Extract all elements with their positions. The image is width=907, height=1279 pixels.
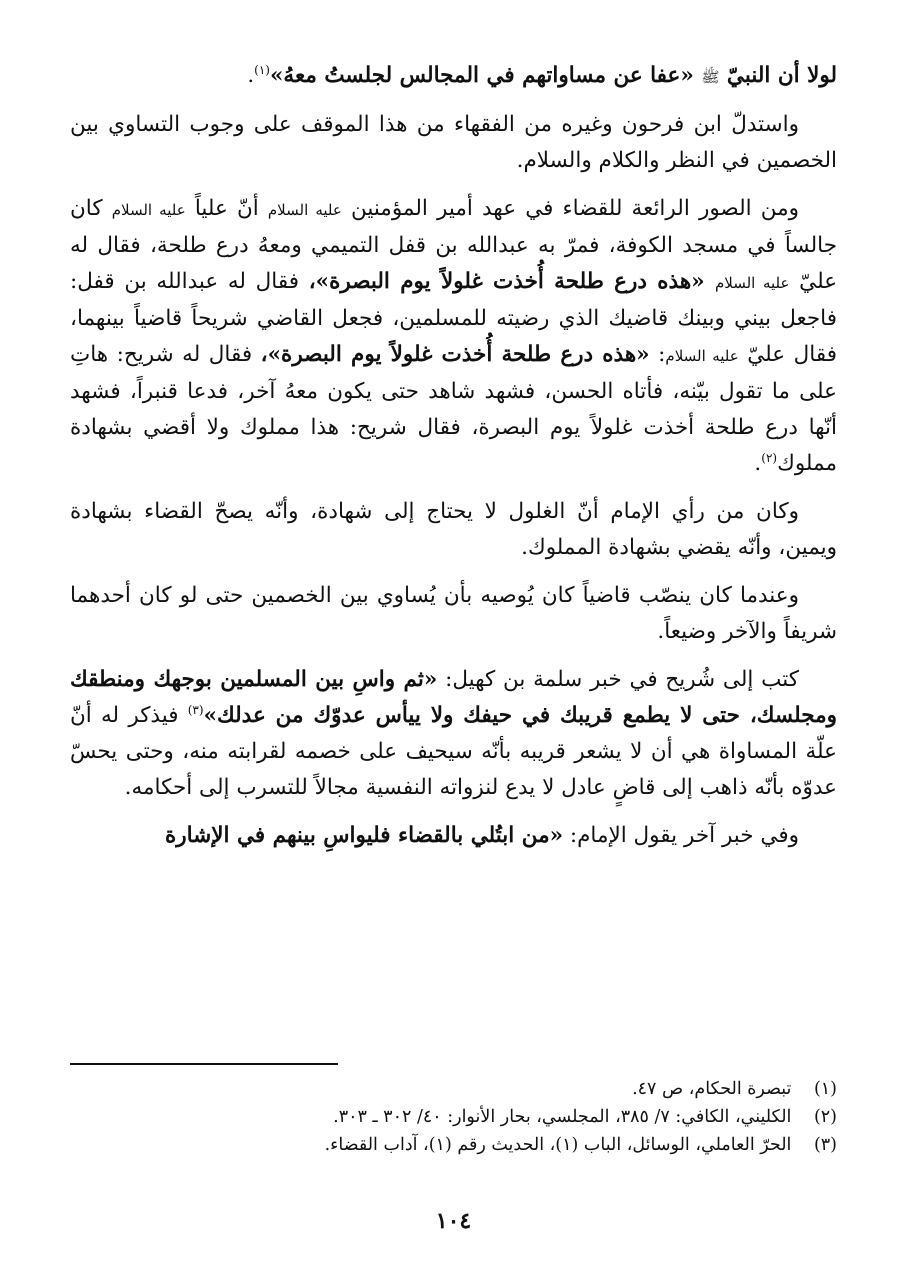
paragraph-3 (70, 191, 837, 482)
text-segment: ومن الصور الرائعة للقضاء في عهد أمير المؤمنين (341, 196, 800, 221)
text-segment: أنّ علياً (185, 196, 268, 221)
footnote-1 (70, 1075, 837, 1103)
page-body (70, 58, 837, 866)
text-segment: «من ابتُلي بالقضاء فليواسِ بينهم في الإشارة (165, 823, 564, 848)
text-segment: واستدلّ ابن فرحون وغيره من الفقهاء من هذا الموقف على وجوب التساوي بين الخصمين في النظر والكلام والسلام. (70, 112, 837, 173)
paragraph-1 (70, 58, 837, 95)
text-segment: وفي خبر آخر يقول الإمام: (563, 823, 799, 848)
page-number: ١٠٤ (435, 1208, 472, 1234)
text-segment: فيذكر له أنّ علّة المساواة هي أن لا يشعر قريبه بأنّه سيحيف على خصمه لقرابته منه، وحتى يحسّ عدوّه بأنّه ذاهب إلى قاضٍ عادل لا يدع لنزواته النفسية مجالاً للتسرب إلى أحكامه. (70, 703, 837, 800)
paragraph-7 (70, 818, 837, 854)
footnote-number: (٣) (813, 1135, 837, 1155)
footnote-ref: (١) (254, 62, 270, 77)
honorific-mark: عليه السلام (714, 274, 790, 292)
honorific-mark: عليه السلام (111, 201, 186, 219)
text-segment: «ثم واسِ بين المسلمين بوجهك ومنطقك ومجلسك، حتى لا يطمع قريبك في حيفك ولا ييأس عدوّك من عدلك» (70, 667, 837, 728)
honorific-mark: عليه السلام (267, 201, 342, 219)
footnotes (70, 1075, 837, 1159)
text-segment: وعندما كان ينصّب قاضياً كان يُوصيه بأن يُساوي بين الخصمين حتى لو كان أحدهما شريفاً والآخر وضيعاً. (70, 583, 837, 644)
text-segment: «هذه درع طلحة أُخذت غلولاً يوم البصرة»، (308, 269, 715, 294)
footnote-divider (70, 1063, 338, 1065)
text-segment: كتب إلى شُريح في خبر سلمة بن كهيل: (437, 667, 799, 692)
honorific-mark: عليه السلام (665, 347, 739, 365)
text-segment: فقال له عبدالله بن قفل: فاجعل بيني وبينك قاضيك الذي رضيته للمسلمين، فجعل القاضي شريحاً قاضياً بينهما، فقال عليّ (70, 269, 837, 367)
text-segment: فقال له شريح: هاتِ على ما تقول بيّنه، فأتاه الحسن، فشهد شاهد حتى يكون معهُ آخر، فدعا قنبراً، فشهد أنّها درع طلحة أخذت غلولاً يوم البصرة، فقال شريح: هذا مملوك ولا أقضي بشهادة مملوك (70, 342, 837, 476)
footnote-3 (70, 1131, 837, 1159)
text-segment: كان جالساً في مسجد الكوفة، فمرّ به عبدالله بن قفل التميمي ومعهُ درع طلحة، فقال له عليّ (70, 196, 838, 294)
text-segment: «عفا عن مساواتهم في المجالس لجلستُ معهُ» (269, 63, 702, 88)
text-segment: . (754, 451, 762, 476)
honorific-mark: ﷺ (701, 68, 720, 86)
text-segment: : (649, 342, 666, 367)
text-segment: لولا أن النبيّ (719, 63, 837, 88)
footnote-number: (٢) (813, 1107, 837, 1127)
footnote-text: تبصرة الحكام، ص ٤٧. (632, 1079, 792, 1099)
paragraph-2 (70, 107, 837, 179)
footnote-number: (١) (813, 1079, 837, 1099)
text-segment: وكان من رأي الإمام أنّ الغلول لا يحتاج إلى شهادة، وأنّه يصحّ القضاء بشهادة ويمين، وأنّه يقضي بشهادة المملوك. (70, 499, 837, 560)
paragraph-5 (70, 578, 837, 650)
footnote-text: الكليني، الكافي: ٧/ ٣٨٥، المجلسي، بحار الأنوار: ٤٠/ ٣٠٢ ـ ٣٠٣. (333, 1107, 792, 1127)
text-segment: «هذه درع طلحة أُخذت غلولاً يوم البصرة»، (260, 342, 650, 367)
footnote-2 (70, 1103, 837, 1131)
footnote-text: الحرّ العاملي، الوسائل، الباب (١)، الحديث رقم (١)، آداب القضاء. (324, 1135, 792, 1155)
footnote-ref: (٣) (187, 702, 204, 717)
paragraph-6 (70, 662, 837, 806)
paragraph-4 (70, 494, 837, 566)
footnote-ref: (٢) (761, 450, 778, 465)
text-segment: . (247, 63, 255, 88)
